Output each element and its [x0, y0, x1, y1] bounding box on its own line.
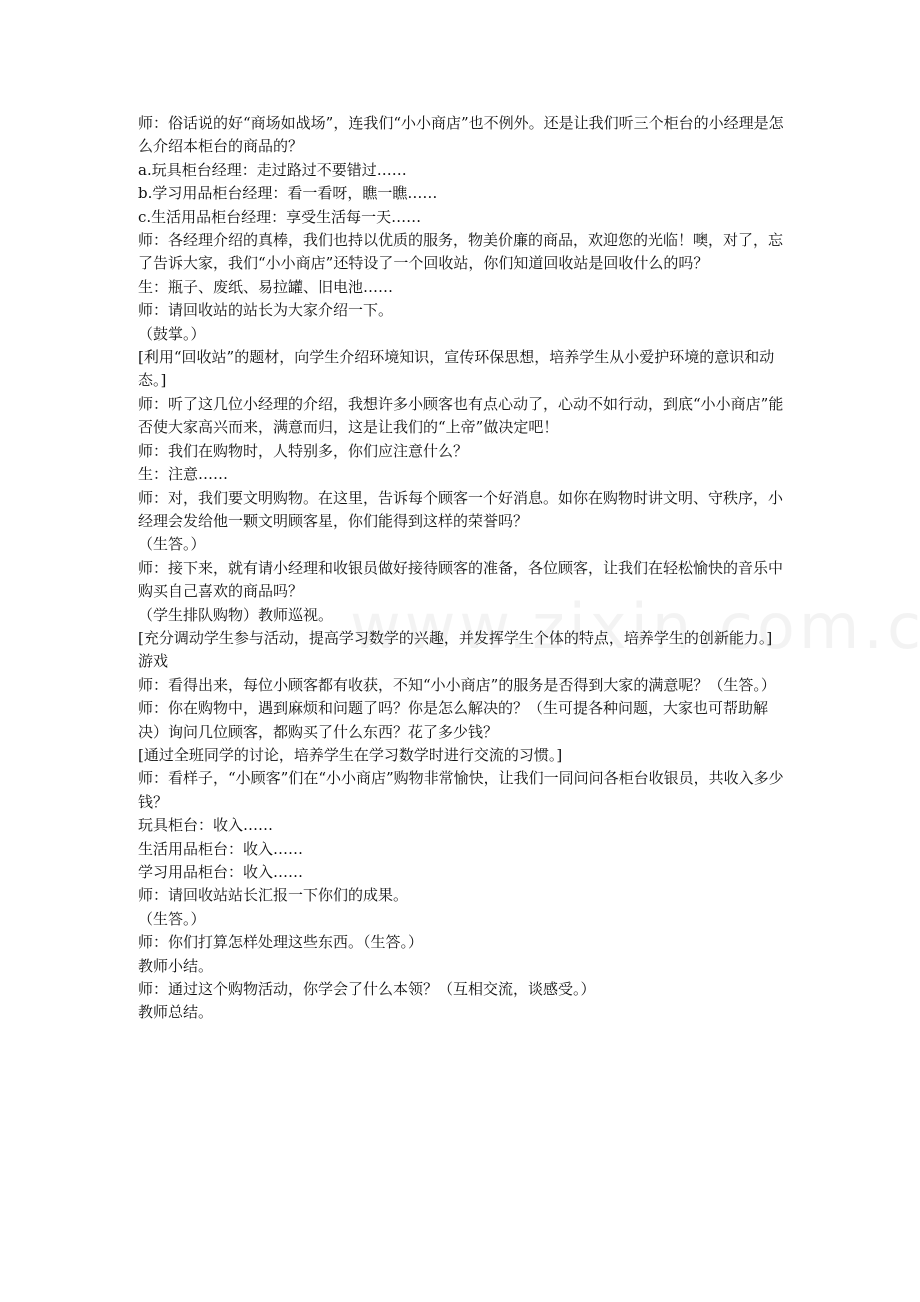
- paragraph-7: 师：请回收站的站长为大家介绍一下。: [138, 301, 394, 320]
- paragraph-26: 师：请回收站站长汇报一下你们的成果。: [138, 886, 409, 905]
- paragraph-19: 师：看得出来，每位小顾客都有收获，不知“小小商店”的服务是否得到大家的满意呢？（生答。）: [138, 675, 776, 694]
- paragraph-27: （生答。）: [138, 909, 206, 928]
- paragraph-20: 师：你在购物中，遇到麻烦和问题了吗？你是怎么解决的？（生可提各种问题，大家也可帮助解决）询问几位顾客，都购买了什么东西？花了多少钱？: [138, 699, 769, 741]
- paragraph-8: （鼓掌。）: [138, 324, 206, 343]
- paragraph-4: c.生活用品柜台经理：享受生活每一天……: [138, 207, 422, 226]
- paragraph-29: 教师小结。: [138, 956, 214, 975]
- paragraph-24: 生活用品柜台：收入……: [138, 839, 304, 858]
- paragraph-23: 玩具柜台：收入……: [138, 816, 274, 835]
- paragraph-1: 师：俗话说的好“商场如战场”，连我们“小小商店”也不例外。还是让我们听三个柜台的小经理是怎么介绍本柜台的商品的？: [138, 114, 784, 156]
- paragraph-31: 教师总结。: [138, 1003, 214, 1022]
- paragraph-12: 生：注意……: [138, 465, 229, 484]
- paragraph-14: （生答。）: [138, 535, 206, 554]
- document-body: [138, 112, 788, 1025]
- paragraph-30: 师：通过这个购物活动，你学会了什么本领？（互相交流，谈感受。）: [138, 980, 596, 999]
- paragraph-28: 师：你们打算怎样处理这些东西。（生答。）: [138, 933, 424, 952]
- paragraph-3: b.学习用品柜台经理：看一看呀，瞧一瞧……: [138, 184, 438, 203]
- paragraph-5: 师：各经理介绍的真棒，我们也持以优质的服务，物美价廉的商品，欢迎您的光临！噢，对了，忘了告诉大家，我们“小小商店”还特设了一个回收站，你们知道回收站是回收什么的吗？: [138, 231, 784, 273]
- paragraph-6: 生：瓶子、废纸、易拉罐、旧电池……: [138, 277, 394, 296]
- paragraph-18: 游戏: [138, 652, 169, 671]
- paragraph-10: 师：听了这几位小经理的介绍，我想许多小顾客也有点心动了，心动不如行动，到底“小小商店”能否使大家高兴而来，满意而归，这是让我们的“上帝”做决定吧！: [138, 394, 784, 437]
- paragraph-16: （学生排队购物）教师巡视。: [138, 605, 334, 624]
- paragraph-25: 学习用品柜台：收入……: [138, 863, 304, 881]
- paragraph-2: a.玩具柜台经理：走过路过不要错过……: [138, 160, 407, 179]
- paragraph-13: 师：对，我们要文明购物。在这里，告诉每个顾客一个好消息。如你在购物时讲文明、守秩序，小经理会发给他一颗文明顾客星，你们能得到这样的荣誉吗？: [138, 488, 784, 530]
- paragraph-11: 师：我们在购物时，人特别多，你们应注意什么？: [138, 441, 469, 460]
- paragraph-22: 师：看样子，“小顾客”们在“小小商店”购物非常愉快，让我们一同问问各柜台收银员，共收入多少钱？: [138, 769, 784, 811]
- paragraph-17: [充分调动学生参与活动，提高学习数学的兴趣，并发挥学生个体的特点，培养学生的创新能力。]: [138, 628, 773, 647]
- paragraph-21: [通过全班同学的讨论，培养学生在学习数学时进行交流的习惯。]: [138, 745, 563, 764]
- paragraph-9: [利用“回收站”的题材，向学生介绍环境知识，宣传环保思想，培养学生从小爱护环境的意识和动态。]: [138, 348, 775, 390]
- paragraph-15: 师：接下来，就有请小经理和收银员做好接待顾客的准备，各位顾客，让我们在轻松愉快的音乐中购买自己喜欢的商品吗？: [138, 558, 784, 601]
